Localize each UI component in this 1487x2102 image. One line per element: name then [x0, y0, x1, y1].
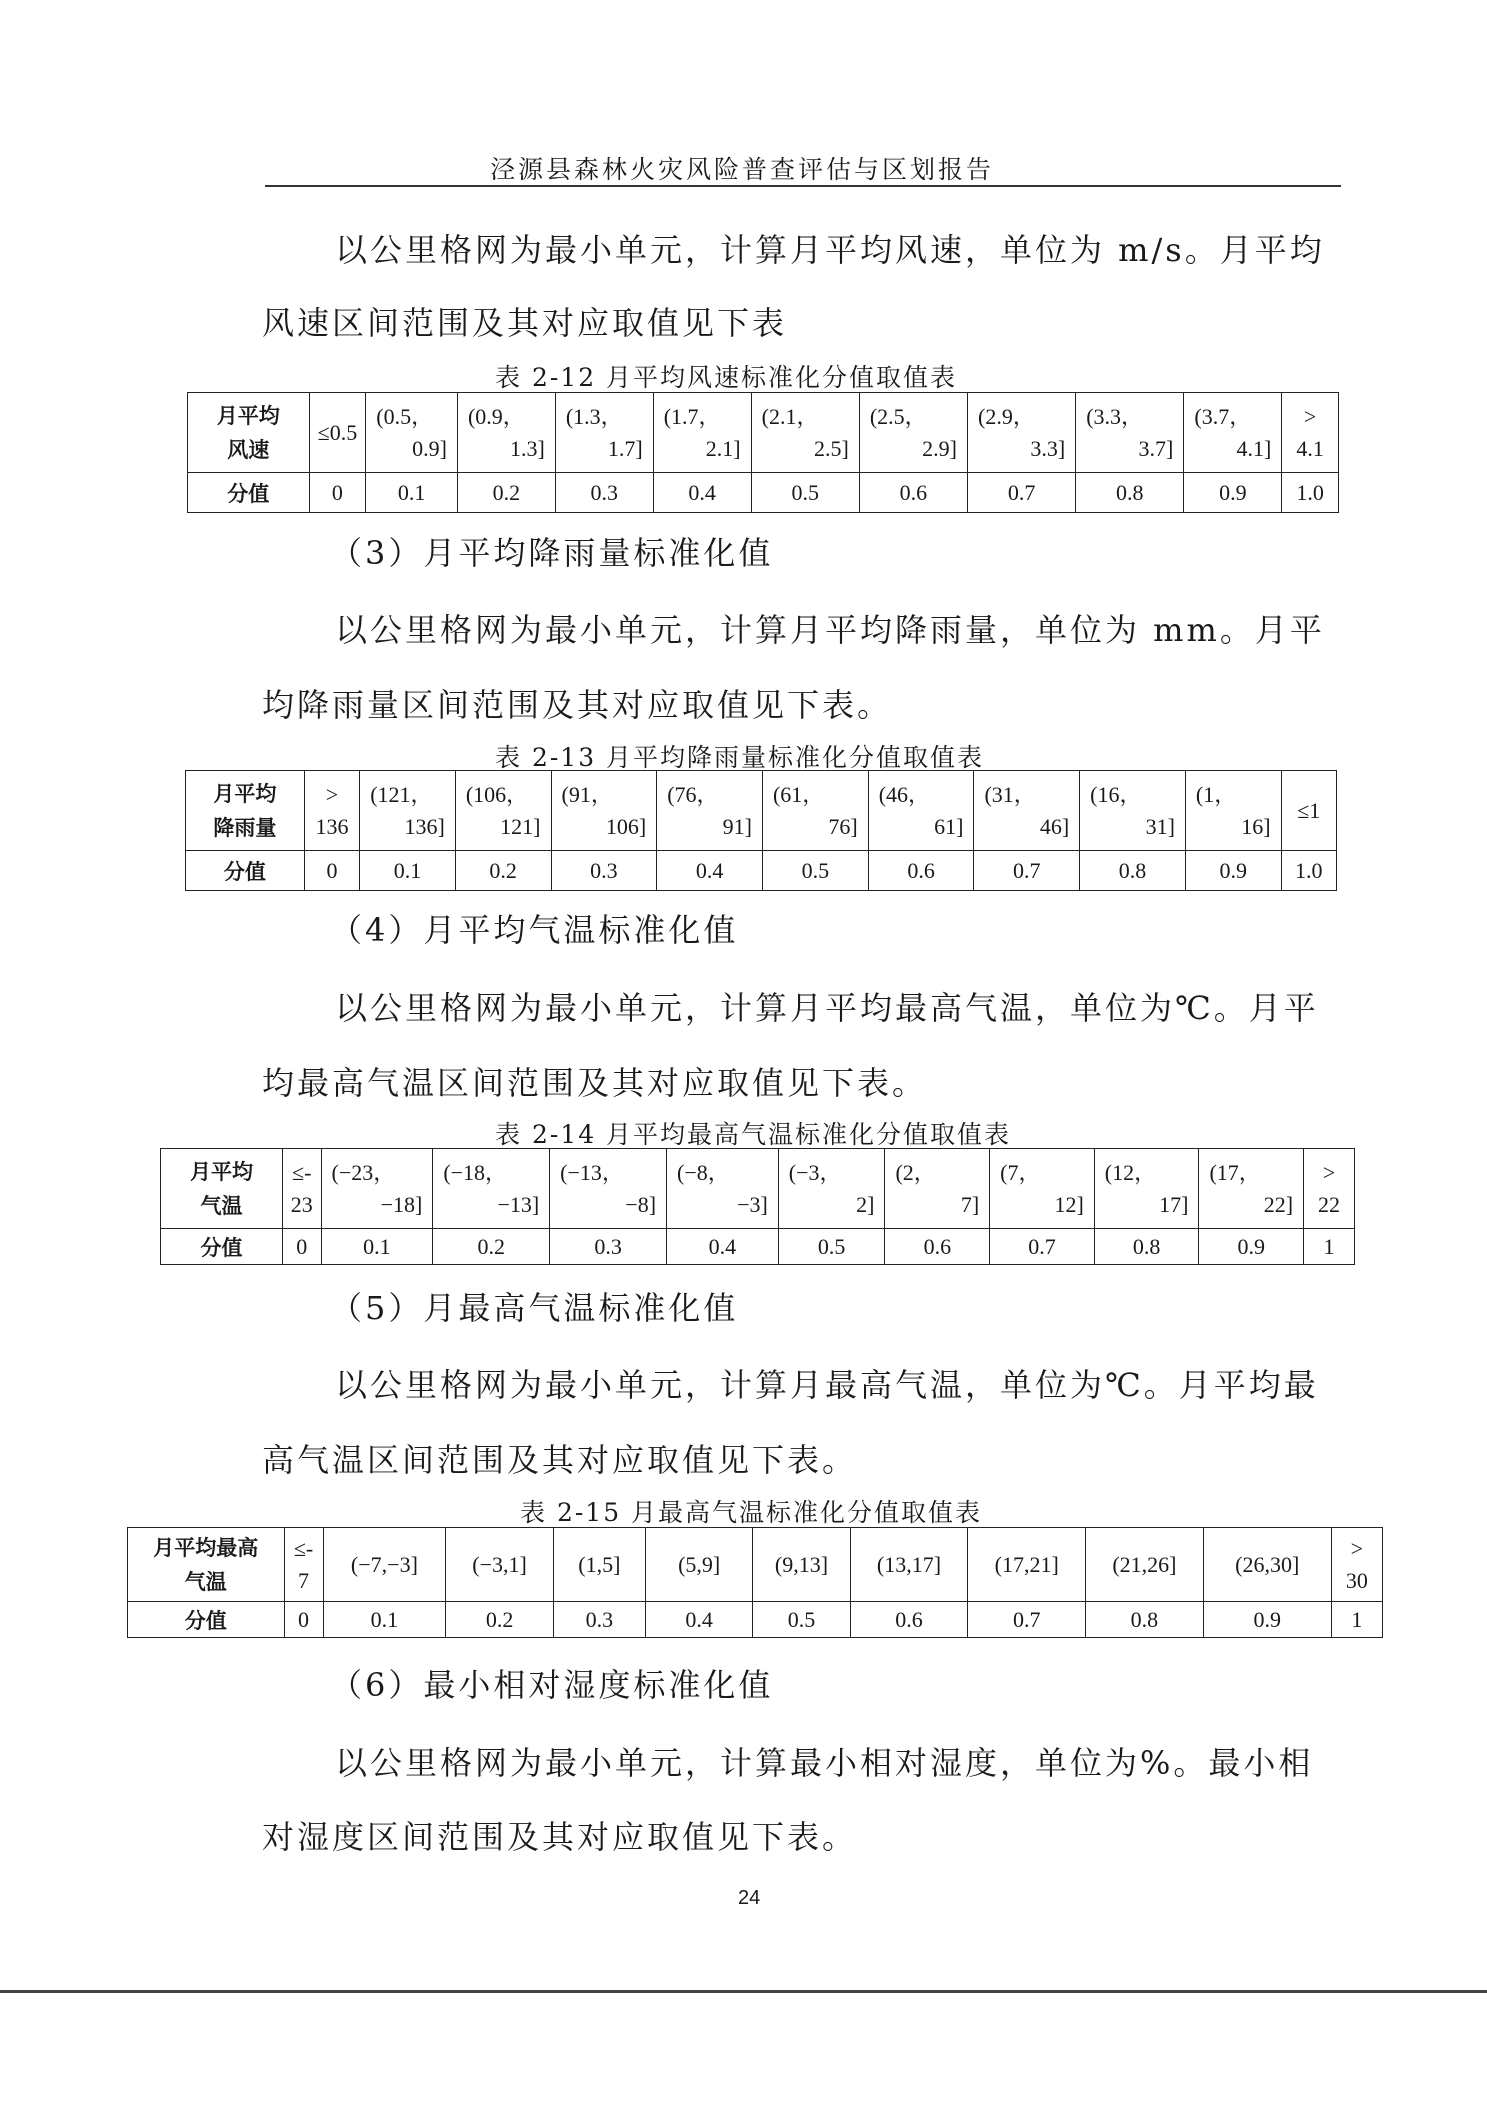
range-cell: (5,9] [645, 1528, 752, 1602]
range-cell: ≤- 7 [284, 1528, 323, 1602]
range-cell: (−7,−3] [323, 1528, 446, 1602]
table-2-12-caption: 表 2-12 月平均风速标准化分值取值表 [495, 363, 958, 392]
score-cell: 0.2 [446, 1602, 553, 1638]
range-cell: (2.1， 2.5] [751, 393, 859, 473]
score-cell: 0.9 [1203, 1602, 1331, 1638]
range-cell: (3.3， 3.7] [1076, 393, 1184, 473]
intro-line-2: 风速区间范围及其对应取值见下表 [262, 304, 788, 342]
range-cell: (2.5， 2.9] [859, 393, 967, 473]
score-cell: 0.9 [1185, 851, 1281, 891]
score-cell: 0.1 [360, 851, 456, 891]
range-cell: > 4.1 [1282, 393, 1339, 473]
section-4-line-1: 以公里格网为最小单元，计算月平均最高气温，单位为℃。月平 [335, 989, 1319, 1027]
score-label: 分值 [128, 1602, 285, 1638]
range-cell: (21,26] [1086, 1528, 1204, 1602]
range-cell: (−18， −13] [433, 1149, 550, 1229]
range-cell: (2.9， 3.3] [968, 393, 1076, 473]
range-cell: (1,5] [553, 1528, 645, 1602]
section-5-line-1: 以公里格网为最小单元，计算月最高气温，单位为℃。月平均最 [335, 1366, 1319, 1404]
page-number: 24 [738, 1887, 761, 1909]
range-cell: (17， 22] [1199, 1149, 1304, 1229]
section-5-heading: （5）月最高气温标准化值 [330, 1289, 739, 1327]
score-cell: 0.5 [753, 1602, 850, 1638]
section-3-line-1: 以公里格网为最小单元，计算月平均降雨量，单位为 mm。月平 [335, 611, 1325, 649]
range-cell: (46， 61] [868, 771, 974, 851]
footer-rule [0, 1990, 1487, 1993]
score-cell: 0.7 [974, 851, 1080, 891]
table-header-label: 月平均 降雨量 [186, 771, 305, 851]
score-cell: 0.7 [968, 1602, 1086, 1638]
score-cell: 0.9 [1199, 1229, 1304, 1265]
score-cell: 0.7 [990, 1229, 1095, 1265]
range-cell: (12， 17] [1094, 1149, 1199, 1229]
score-cell: 0.6 [868, 851, 974, 891]
score-label: 分值 [161, 1229, 283, 1265]
score-cell: 0.3 [555, 473, 653, 513]
range-cell: (31， 46] [974, 771, 1080, 851]
range-cell: (61， 76] [762, 771, 868, 851]
range-cell: (26,30] [1203, 1528, 1331, 1602]
range-cell: ≤1 [1281, 771, 1336, 851]
table-header-label: 月平均 风速 [188, 393, 310, 473]
table-row [161, 1149, 1355, 1229]
table-header-label: 月平均最高 气温 [128, 1528, 285, 1602]
table-row [188, 393, 1339, 473]
table-row [161, 1229, 1355, 1265]
intro-line-1: 以公里格网为最小单元，计算月平均风速，单位为 m/s。月平均 [335, 231, 1325, 269]
range-cell: (121， 136] [360, 771, 456, 851]
score-cell: 1 [1304, 1229, 1355, 1265]
range-cell: (−3， 2] [778, 1149, 885, 1229]
score-cell: 0.4 [653, 473, 751, 513]
score-cell: 0.4 [667, 1229, 779, 1265]
range-cell: (1， 16] [1185, 771, 1281, 851]
score-cell: 0.5 [751, 473, 859, 513]
running-header: 泾源县森林火灾风险普查评估与区划报告 [490, 155, 995, 184]
score-cell: 0.3 [551, 851, 657, 891]
table-2-14 [160, 1148, 1355, 1265]
range-cell: (−3,1] [446, 1528, 553, 1602]
score-cell: 0.7 [968, 473, 1076, 513]
score-cell: 0.8 [1076, 473, 1184, 513]
range-cell: > 136 [304, 771, 359, 851]
score-cell: 0.3 [553, 1602, 645, 1638]
range-cell: (1.3， 1.7] [555, 393, 653, 473]
score-cell: 0.1 [321, 1229, 433, 1265]
score-cell: 0.1 [323, 1602, 446, 1638]
score-cell: 0.2 [455, 851, 551, 891]
range-cell: (91， 106] [551, 771, 657, 851]
score-cell: 0.4 [657, 851, 763, 891]
range-cell: > 30 [1331, 1528, 1382, 1602]
range-cell: (3.7， 4.1] [1184, 393, 1282, 473]
score-cell: 0.8 [1080, 851, 1186, 891]
header-rule [265, 185, 1341, 187]
table-2-13 [185, 770, 1337, 891]
score-cell: 0.1 [366, 473, 458, 513]
score-cell: 0.2 [457, 473, 555, 513]
range-cell: (−8， −3] [667, 1149, 779, 1229]
score-label: 分值 [188, 473, 310, 513]
range-cell: (16， 31] [1080, 771, 1186, 851]
range-cell: (1.7， 2.1] [653, 393, 751, 473]
range-cell: (0.5， 0.9] [366, 393, 458, 473]
score-cell: 0.3 [550, 1229, 667, 1265]
table-row [128, 1602, 1383, 1638]
range-cell: (9,13] [753, 1528, 850, 1602]
table-row [186, 771, 1337, 851]
score-label: 分值 [186, 851, 305, 891]
score-cell: 0.8 [1094, 1229, 1199, 1265]
range-cell: (2， 7] [885, 1149, 990, 1229]
section-6-heading: （6）最小相对湿度标准化值 [330, 1666, 774, 1704]
score-cell: 1.0 [1281, 851, 1336, 891]
score-cell: 0.6 [850, 1602, 968, 1638]
table-2-12 [187, 392, 1339, 513]
range-cell: (13,17] [850, 1528, 968, 1602]
range-cell: (17,21] [968, 1528, 1086, 1602]
section-3-line-2: 均降雨量区间范围及其对应取值见下表。 [262, 686, 893, 724]
score-cell: 0.6 [859, 473, 967, 513]
score-cell: 0.5 [762, 851, 868, 891]
table-2-13-caption: 表 2-13 月平均降雨量标准化分值取值表 [495, 743, 985, 772]
range-cell: (106， 121] [455, 771, 551, 851]
table-row [186, 851, 1337, 891]
score-cell: 0 [282, 1229, 321, 1265]
table-row [188, 473, 1339, 513]
table-2-15-caption: 表 2-15 月最高气温标准化分值取值表 [520, 1498, 983, 1527]
score-cell: 0 [284, 1602, 323, 1638]
section-5-line-2: 高气温区间范围及其对应取值见下表。 [262, 1441, 858, 1479]
range-cell: (−13， −8] [550, 1149, 667, 1229]
table-2-14-caption: 表 2-14 月平均最高气温标准化分值取值表 [495, 1120, 1012, 1149]
score-cell: 0.5 [778, 1229, 885, 1265]
score-cell: 1 [1331, 1602, 1382, 1638]
range-cell: (7， 12] [990, 1149, 1095, 1229]
section-4-heading: （4）月平均气温标准化值 [330, 911, 739, 949]
range-cell: ≤- 23 [282, 1149, 321, 1229]
table-2-15 [127, 1527, 1383, 1638]
score-cell: 0.2 [433, 1229, 550, 1265]
section-4-line-2: 均最高气温区间范围及其对应取值见下表。 [262, 1064, 928, 1102]
range-cell: ≤0.5 [309, 393, 366, 473]
score-cell: 0.6 [885, 1229, 990, 1265]
table-row [128, 1528, 1383, 1602]
section-3-heading: （3）月平均降雨量标准化值 [330, 534, 774, 572]
range-cell: > 22 [1304, 1149, 1355, 1229]
score-cell: 0 [309, 473, 366, 513]
section-6-line-1: 以公里格网为最小单元，计算最小相对湿度，单位为%。最小相 [335, 1744, 1314, 1782]
range-cell: (0.9， 1.3] [457, 393, 555, 473]
score-cell: 0.4 [645, 1602, 752, 1638]
range-cell: (−23， −18] [321, 1149, 433, 1229]
range-cell: (76， 91] [657, 771, 763, 851]
score-cell: 0 [304, 851, 359, 891]
score-cell: 0.8 [1086, 1602, 1204, 1638]
score-cell: 1.0 [1282, 473, 1339, 513]
table-header-label: 月平均 气温 [161, 1149, 283, 1229]
score-cell: 0.9 [1184, 473, 1282, 513]
section-6-line-2: 对湿度区间范围及其对应取值见下表。 [262, 1818, 858, 1856]
